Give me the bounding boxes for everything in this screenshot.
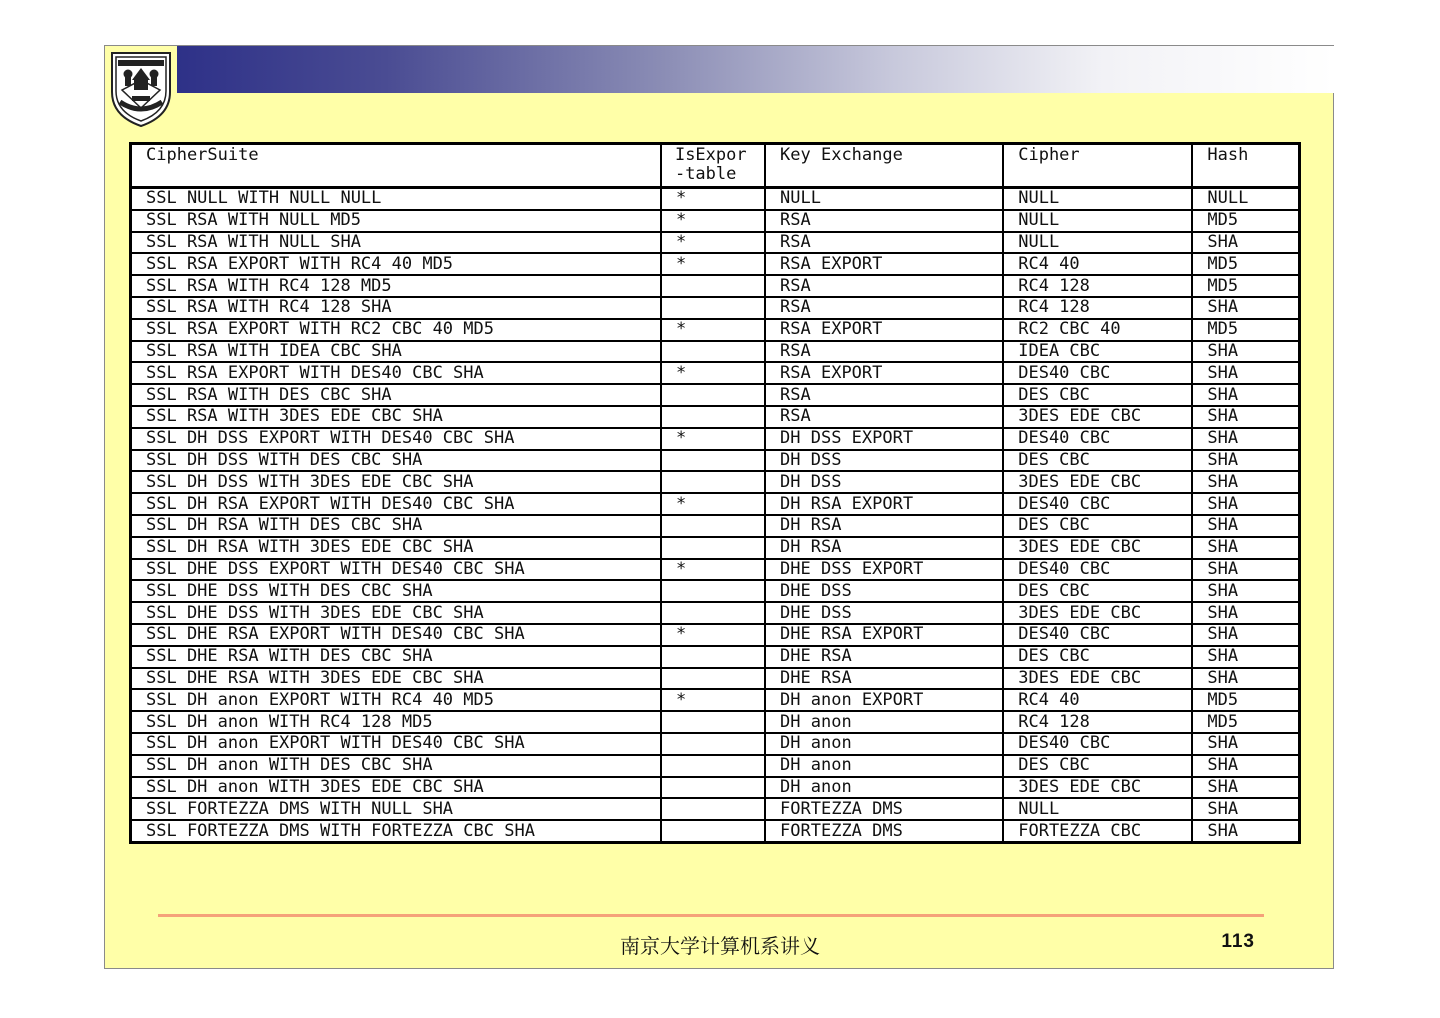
table-row [131,341,1300,363]
table-row [131,689,1300,711]
cell-suite: SSL DHE DSS WITH DES CBC SHA [131,580,661,602]
cell-exportable: * [661,559,765,581]
table-row [131,275,1300,297]
cell-hash: MD5 [1192,253,1299,275]
header-ciphersuite: CipherSuite [131,144,661,188]
cell-suite: SSL DH RSA WITH 3DES EDE CBC SHA [131,537,661,559]
cell-exportable: * [661,689,765,711]
cell-cipher: DES40 CBC [1003,428,1192,450]
cell-suite: SSL NULL WITH NULL NULL [131,188,661,210]
cell-cipher: DES CBC [1003,515,1192,537]
cell-exportable [661,297,765,319]
cell-hash: SHA [1192,798,1299,820]
table-row [131,820,1300,842]
cell-cipher: DES40 CBC [1003,624,1192,646]
cell-key-exchange: DH DSS [765,471,1003,493]
cell-key-exchange: RSA EXPORT [765,362,1003,384]
cell-hash: SHA [1192,362,1299,384]
cell-exportable [661,646,765,668]
cell-suite: SSL DHE RSA EXPORT WITH DES40 CBC SHA [131,624,661,646]
cell-exportable [661,406,765,428]
cell-key-exchange: RSA [765,210,1003,232]
cell-key-exchange: RSA [765,232,1003,254]
table-row [131,602,1300,624]
cell-suite: SSL RSA WITH RC4 128 MD5 [131,275,661,297]
cell-cipher: 3DES EDE CBC [1003,602,1192,624]
cell-suite: SSL DH anon WITH DES CBC SHA [131,755,661,777]
cell-key-exchange: RSA [765,341,1003,363]
cell-key-exchange: DH anon [765,711,1003,733]
cell-key-exchange: RSA [765,275,1003,297]
table-row [131,232,1300,254]
cell-suite: SSL RSA WITH 3DES EDE CBC SHA [131,406,661,428]
cell-hash: SHA [1192,646,1299,668]
cell-exportable [661,668,765,690]
cell-exportable [661,777,765,799]
table-row [131,210,1300,232]
cell-exportable [661,602,765,624]
table-row [131,406,1300,428]
cell-cipher: RC2 CBC 40 [1003,319,1192,341]
cell-suite: SSL RSA WITH IDEA CBC SHA [131,341,661,363]
cell-key-exchange: DH anon [765,777,1003,799]
cell-cipher: RC4 40 [1003,253,1192,275]
cell-hash: SHA [1192,297,1299,319]
cell-key-exchange: FORTEZZA DMS [765,798,1003,820]
table-row [131,668,1300,690]
cell-suite: SSL RSA EXPORT WITH RC2 CBC 40 MD5 [131,319,661,341]
cell-suite: SSL DHE RSA WITH 3DES EDE CBC SHA [131,668,661,690]
cell-cipher: 3DES EDE CBC [1003,537,1192,559]
cell-key-exchange: RSA [765,406,1003,428]
cell-exportable [661,755,765,777]
cell-exportable [661,515,765,537]
cell-hash: SHA [1192,406,1299,428]
table-row [131,798,1300,820]
cell-suite: SSL RSA WITH RC4 128 SHA [131,297,661,319]
cipher-suite-table-container [129,142,1301,844]
cell-exportable [661,580,765,602]
cell-suite: SSL DH DSS EXPORT WITH DES40 CBC SHA [131,428,661,450]
cell-key-exchange: DHE RSA [765,668,1003,690]
cell-suite: SSL RSA WITH NULL SHA [131,232,661,254]
cell-hash: SHA [1192,777,1299,799]
cell-exportable [661,450,765,472]
cell-exportable [661,733,765,755]
cell-key-exchange: DHE RSA [765,646,1003,668]
cell-cipher: RC4 128 [1003,711,1192,733]
header-banner [177,46,1335,93]
table-row [131,384,1300,406]
table-row [131,580,1300,602]
table-row [131,646,1300,668]
cell-cipher: DES40 CBC [1003,493,1192,515]
cell-cipher: RC4 128 [1003,275,1192,297]
header-isexportable: IsExpor -table [661,144,765,188]
cell-exportable: * [661,362,765,384]
cell-cipher: NULL [1003,188,1192,210]
table-row [131,253,1300,275]
cell-key-exchange: DHE RSA EXPORT [765,624,1003,646]
cell-hash: SHA [1192,384,1299,406]
cell-suite: SSL DH anon WITH RC4 128 MD5 [131,711,661,733]
cell-key-exchange: DH RSA [765,515,1003,537]
cell-suite: SSL DHE RSA WITH DES CBC SHA [131,646,661,668]
cell-hash: SHA [1192,341,1299,363]
cell-hash: MD5 [1192,711,1299,733]
cell-hash: SHA [1192,232,1299,254]
cell-hash: SHA [1192,537,1299,559]
cell-key-exchange: NULL [765,188,1003,210]
cell-cipher: DES40 CBC [1003,559,1192,581]
cell-exportable: * [661,253,765,275]
page-number: 113 [1221,931,1255,952]
cell-hash: SHA [1192,624,1299,646]
cell-cipher: DES CBC [1003,580,1192,602]
cell-suite: SSL RSA WITH NULL MD5 [131,210,661,232]
cell-suite: SSL DH anon EXPORT WITH DES40 CBC SHA [131,733,661,755]
footer-course-title: 南京大学计算机系讲义 [620,934,820,958]
cell-exportable: * [661,493,765,515]
table-row [131,319,1300,341]
cell-cipher: 3DES EDE CBC [1003,668,1192,690]
cell-key-exchange: DH anon EXPORT [765,689,1003,711]
cell-cipher: DES CBC [1003,450,1192,472]
table-row [131,188,1300,210]
cipher-suite-table [129,142,1301,844]
table-row [131,711,1300,733]
header-cipher: Cipher [1003,144,1192,188]
cell-hash: SHA [1192,755,1299,777]
cell-hash: MD5 [1192,689,1299,711]
table-row [131,493,1300,515]
table-row [131,428,1300,450]
cell-key-exchange: DHE DSS EXPORT [765,559,1003,581]
cell-cipher: 3DES EDE CBC [1003,777,1192,799]
table-row [131,471,1300,493]
cell-hash: MD5 [1192,275,1299,297]
cell-exportable [661,537,765,559]
cell-exportable [661,471,765,493]
cell-exportable [661,711,765,733]
cell-key-exchange: DH DSS EXPORT [765,428,1003,450]
cell-suite: SSL DH DSS WITH DES CBC SHA [131,450,661,472]
cell-hash: SHA [1192,559,1299,581]
cell-key-exchange: DHE DSS [765,580,1003,602]
cell-exportable: * [661,319,765,341]
cell-key-exchange: RSA [765,297,1003,319]
cell-suite: SSL DH anon WITH 3DES EDE CBC SHA [131,777,661,799]
cell-exportable [661,341,765,363]
nanjing-university-crest-icon [108,50,174,128]
cell-hash: MD5 [1192,319,1299,341]
cell-hash: SHA [1192,602,1299,624]
slide [104,45,1334,969]
table-row [131,537,1300,559]
cell-key-exchange: FORTEZZA DMS [765,820,1003,842]
cell-exportable [661,384,765,406]
cell-suite: SSL RSA WITH DES CBC SHA [131,384,661,406]
cell-hash: NULL [1192,188,1299,210]
table-header-row [131,144,1300,188]
cell-cipher: NULL [1003,210,1192,232]
cell-cipher: DES40 CBC [1003,733,1192,755]
cell-suite: SSL DH anon EXPORT WITH RC4 40 MD5 [131,689,661,711]
cell-suite: SSL DHE DSS WITH 3DES EDE CBC SHA [131,602,661,624]
cell-hash: SHA [1192,820,1299,842]
cell-exportable [661,798,765,820]
cell-cipher: RC4 128 [1003,297,1192,319]
cell-key-exchange: DH RSA [765,537,1003,559]
table-row [131,755,1300,777]
cell-key-exchange: DH DSS [765,450,1003,472]
cell-cipher: NULL [1003,798,1192,820]
cell-key-exchange: RSA EXPORT [765,319,1003,341]
table-row [131,515,1300,537]
cell-exportable [661,820,765,842]
cell-hash: SHA [1192,668,1299,690]
cell-exportable: * [661,624,765,646]
cell-cipher: FORTEZZA CBC [1003,820,1192,842]
cell-suite: SSL DHE DSS EXPORT WITH DES40 CBC SHA [131,559,661,581]
table-row [131,362,1300,384]
cell-cipher: DES CBC [1003,384,1192,406]
cell-suite: SSL FORTEZZA DMS WITH FORTEZZA CBC SHA [131,820,661,842]
cell-exportable: * [661,188,765,210]
cell-key-exchange: DH anon [765,755,1003,777]
cell-exportable: * [661,428,765,450]
cell-key-exchange: DHE DSS [765,602,1003,624]
cell-cipher: 3DES EDE CBC [1003,471,1192,493]
cell-key-exchange: RSA EXPORT [765,253,1003,275]
cell-hash: SHA [1192,733,1299,755]
cell-suite: SSL DH RSA WITH DES CBC SHA [131,515,661,537]
header-key-exchange: Key Exchange [765,144,1003,188]
cell-cipher: RC4 40 [1003,689,1192,711]
cell-hash: SHA [1192,428,1299,450]
cell-cipher: 3DES EDE CBC [1003,406,1192,428]
cell-hash: SHA [1192,515,1299,537]
cell-suite: SSL DH RSA EXPORT WITH DES40 CBC SHA [131,493,661,515]
cell-hash: SHA [1192,493,1299,515]
cell-cipher: IDEA CBC [1003,341,1192,363]
table-row [131,450,1300,472]
cell-hash: SHA [1192,471,1299,493]
cell-cipher: DES CBC [1003,755,1192,777]
cell-suite: SSL DH DSS WITH 3DES EDE CBC SHA [131,471,661,493]
table-row [131,559,1300,581]
table-row [131,297,1300,319]
cell-suite: SSL RSA EXPORT WITH RC4 40 MD5 [131,253,661,275]
table-row [131,777,1300,799]
cell-exportable [661,275,765,297]
cell-cipher: DES40 CBC [1003,362,1192,384]
cell-exportable: * [661,232,765,254]
footer-divider [158,914,1264,917]
cell-suite: SSL FORTEZZA DMS WITH NULL SHA [131,798,661,820]
table-row [131,733,1300,755]
cell-suite: SSL RSA EXPORT WITH DES40 CBC SHA [131,362,661,384]
cell-exportable: * [661,210,765,232]
table-body [131,188,1300,843]
cell-key-exchange: DH RSA EXPORT [765,493,1003,515]
cell-cipher: DES CBC [1003,646,1192,668]
cell-key-exchange: RSA [765,384,1003,406]
cell-cipher: NULL [1003,232,1192,254]
table-row [131,624,1300,646]
cell-hash: SHA [1192,450,1299,472]
cell-hash: MD5 [1192,210,1299,232]
header-hash: Hash [1192,144,1299,188]
cell-key-exchange: DH anon [765,733,1003,755]
cell-hash: SHA [1192,580,1299,602]
